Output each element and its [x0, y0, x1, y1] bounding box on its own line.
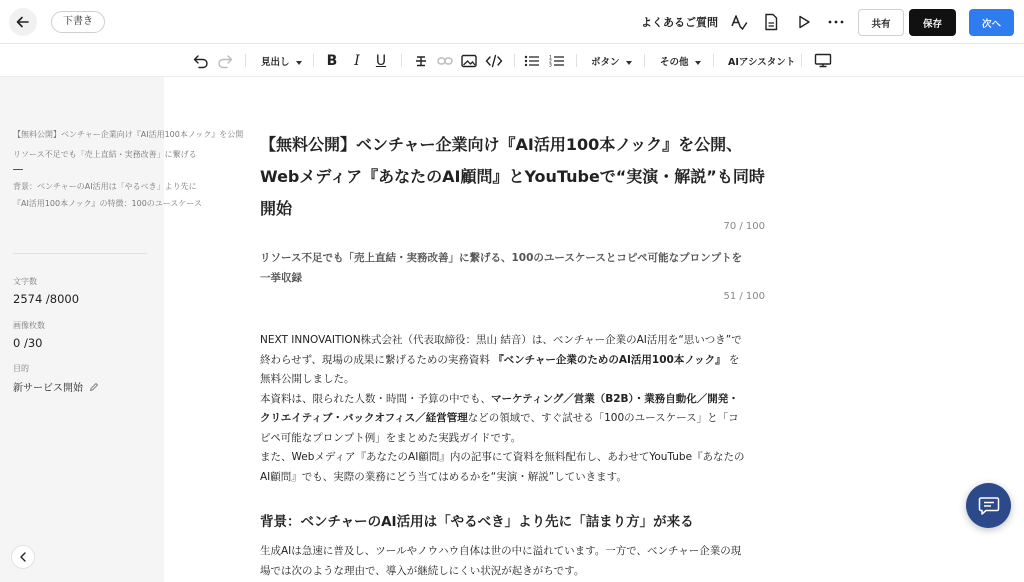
body-line: 終わらせず、現場の成果に繋げるための実務資料 『ベンチャー企業のためのAI活用100本ノック』 を: [260, 353, 740, 366]
other-dropdown[interactable]: [660, 54, 701, 68]
more-icon: [828, 20, 844, 24]
spell-check-icon: [730, 13, 748, 31]
toolbar-divider: [401, 54, 402, 67]
strikethrough-button[interactable]: [412, 52, 430, 69]
body-line: NEXT INNOVAITION株式会社（代表取締役：黒山 結音）は、ベンチャー企業のAI活用を“思いつき”で: [260, 334, 742, 346]
underline-icon: U: [375, 52, 387, 69]
image-icon: [461, 54, 477, 68]
title-line: 【無料公開】ベンチャー企業向け『AI活用100本ノック』を公開、: [260, 135, 743, 154]
link-button[interactable]: [436, 52, 454, 69]
collapse-sidebar-button[interactable]: [11, 545, 35, 569]
other-dropdown-label: その他: [660, 57, 689, 68]
image-count-label: 画像枚数: [13, 321, 45, 330]
svg-text:3: 3: [549, 63, 552, 68]
link-icon: [437, 55, 453, 67]
numbered-list-icon: [549, 54, 565, 68]
toolbar-divider: [313, 54, 314, 67]
code-icon: [485, 54, 503, 68]
top-bar: [0, 0, 1024, 44]
title-line: 開始: [260, 199, 293, 218]
back-button[interactable]: [9, 8, 37, 36]
document-button[interactable]: [761, 12, 781, 32]
toolbar-divider: [576, 54, 577, 67]
body-line: 場では次のような理由で、導入が継続しにくい状況が起きがちです。: [260, 564, 585, 577]
article-body-section[interactable]: [260, 542, 765, 581]
outline-current-marker: [13, 169, 23, 170]
body-line: AI顧問』でも、実際の業務にどう当てはめるかを“実演・解説”していきます。: [260, 470, 627, 483]
button-dropdown-label: ボタン: [591, 57, 620, 68]
body-line: 無料公開しました。: [260, 373, 355, 385]
heading-dropdown-label: 見出し: [261, 57, 290, 68]
section-heading[interactable]: 背景：ベンチャーのAI活用は「やるべき」より先に「詰まり方」が来る: [260, 514, 694, 530]
caret-down-icon: [626, 61, 632, 65]
purpose-value: 新サービス開始: [13, 383, 83, 394]
next-button[interactable]: 次へ: [969, 9, 1014, 36]
italic-icon: I: [354, 52, 360, 69]
purpose-field[interactable]: [13, 379, 99, 394]
toolbar-divider: [644, 54, 645, 67]
subtitle-line: 一挙収録: [260, 272, 302, 284]
caret-down-icon: [695, 61, 701, 65]
button-dropdown[interactable]: [591, 54, 632, 68]
outline-item[interactable]: 背景：ベンチャーのAI活用は「やるべき」より先に: [13, 182, 197, 191]
play-icon: [797, 15, 811, 29]
article-subtitle[interactable]: [260, 248, 765, 288]
arrow-left-icon: [16, 15, 30, 29]
heading-dropdown[interactable]: [261, 54, 302, 68]
article-title[interactable]: [260, 129, 765, 225]
device-preview-button[interactable]: [813, 52, 833, 69]
chevron-left-icon: [19, 552, 27, 562]
redo-button[interactable]: [216, 52, 234, 69]
subtitle-char-counter: 51 / 100: [723, 291, 765, 302]
embed-button[interactable]: [484, 52, 504, 69]
outline-item[interactable]: リソース不足でも「売上直結・実務改善」に繋げる: [13, 150, 197, 159]
monitor-icon: [814, 53, 832, 68]
editor-toolbar: [0, 44, 1024, 77]
body-line: ピペ可能なプロンプト例」をまとめた実践ガイドです。: [260, 431, 522, 444]
share-button[interactable]: 共有: [858, 9, 904, 36]
sidebar-divider: [13, 253, 147, 254]
chat-support-button[interactable]: [966, 483, 1011, 528]
article-body[interactable]: [260, 331, 765, 487]
save-button[interactable]: 保存: [909, 9, 956, 36]
numbered-list-button[interactable]: [548, 52, 566, 69]
body-line: 本資料は、限られた人数・時間・予算の中でも、マーケティング／営業（B2B）・業務自動化／開発・: [260, 392, 739, 405]
chat-bubble-icon: [978, 496, 1000, 516]
italic-button[interactable]: [348, 52, 366, 69]
spell-check-button[interactable]: [729, 12, 749, 32]
svg-text:1: 1: [549, 55, 552, 60]
outline-item[interactable]: 【無料公開】ベンチャー企業向け『AI活用100本ノック』を公開: [13, 130, 244, 139]
outline-item[interactable]: 『AI活用100本ノック』の特徴：100のユースケース: [13, 199, 203, 208]
body-line: また、Webメディア『あなたのAI顧問』内の記事にて資料を無料配布し、あわせてYouTube『あなたの: [260, 451, 745, 463]
faq-link[interactable]: よくあるご質問: [641, 16, 718, 29]
preview-button[interactable]: [794, 12, 814, 32]
caret-down-icon: [296, 61, 302, 65]
undo-button[interactable]: [192, 52, 210, 69]
svg-text:2: 2: [549, 59, 552, 64]
toolbar-divider: [801, 54, 802, 67]
toolbar-divider: [514, 54, 515, 67]
char-count-value: 2574 /8000: [13, 292, 80, 306]
redo-icon: [217, 54, 233, 68]
undo-icon: [193, 54, 209, 68]
toolbar-divider: [713, 54, 714, 67]
bullet-list-icon: [524, 54, 540, 68]
document-icon: [763, 13, 779, 31]
title-line: Webメディア『あなたのAI顧問』とYouTubeで“実演・解説”も同時: [260, 167, 765, 186]
bold-button[interactable]: [323, 52, 341, 69]
toolbar-divider: [245, 54, 246, 67]
body-line: クリエイティブ・バックオフィス／経営管理などの領域で、すぐ試せる「100のユースケース」と「コ: [260, 412, 739, 424]
draft-status-badge: 下書き: [51, 11, 105, 33]
more-options-button[interactable]: [826, 12, 846, 32]
sidebar: [0, 77, 244, 582]
image-button[interactable]: [460, 52, 478, 69]
pencil-icon: [89, 382, 99, 392]
ai-assistant-button[interactable]: AIアシスタント: [728, 57, 796, 68]
image-count-value: 0 /30: [13, 336, 43, 350]
char-count-label: 文字数: [13, 277, 37, 286]
subtitle-line: リソース不足でも「売上直結・実務改善」に繋げる、100のユースケースとコピペ可能なプロンプトを: [260, 252, 743, 264]
bold-icon: B: [326, 52, 338, 69]
bullet-list-button[interactable]: [523, 52, 541, 69]
purpose-label: 目的: [13, 364, 29, 373]
underline-button[interactable]: [372, 52, 390, 69]
title-char-counter: 70 / 100: [723, 221, 765, 232]
strikethrough-icon: [414, 54, 428, 68]
body-line: 生成AIは急速に普及し、ツールやノウハウ自体は世の中に溢れています。一方で、ベンチャー企業の現: [260, 545, 742, 557]
